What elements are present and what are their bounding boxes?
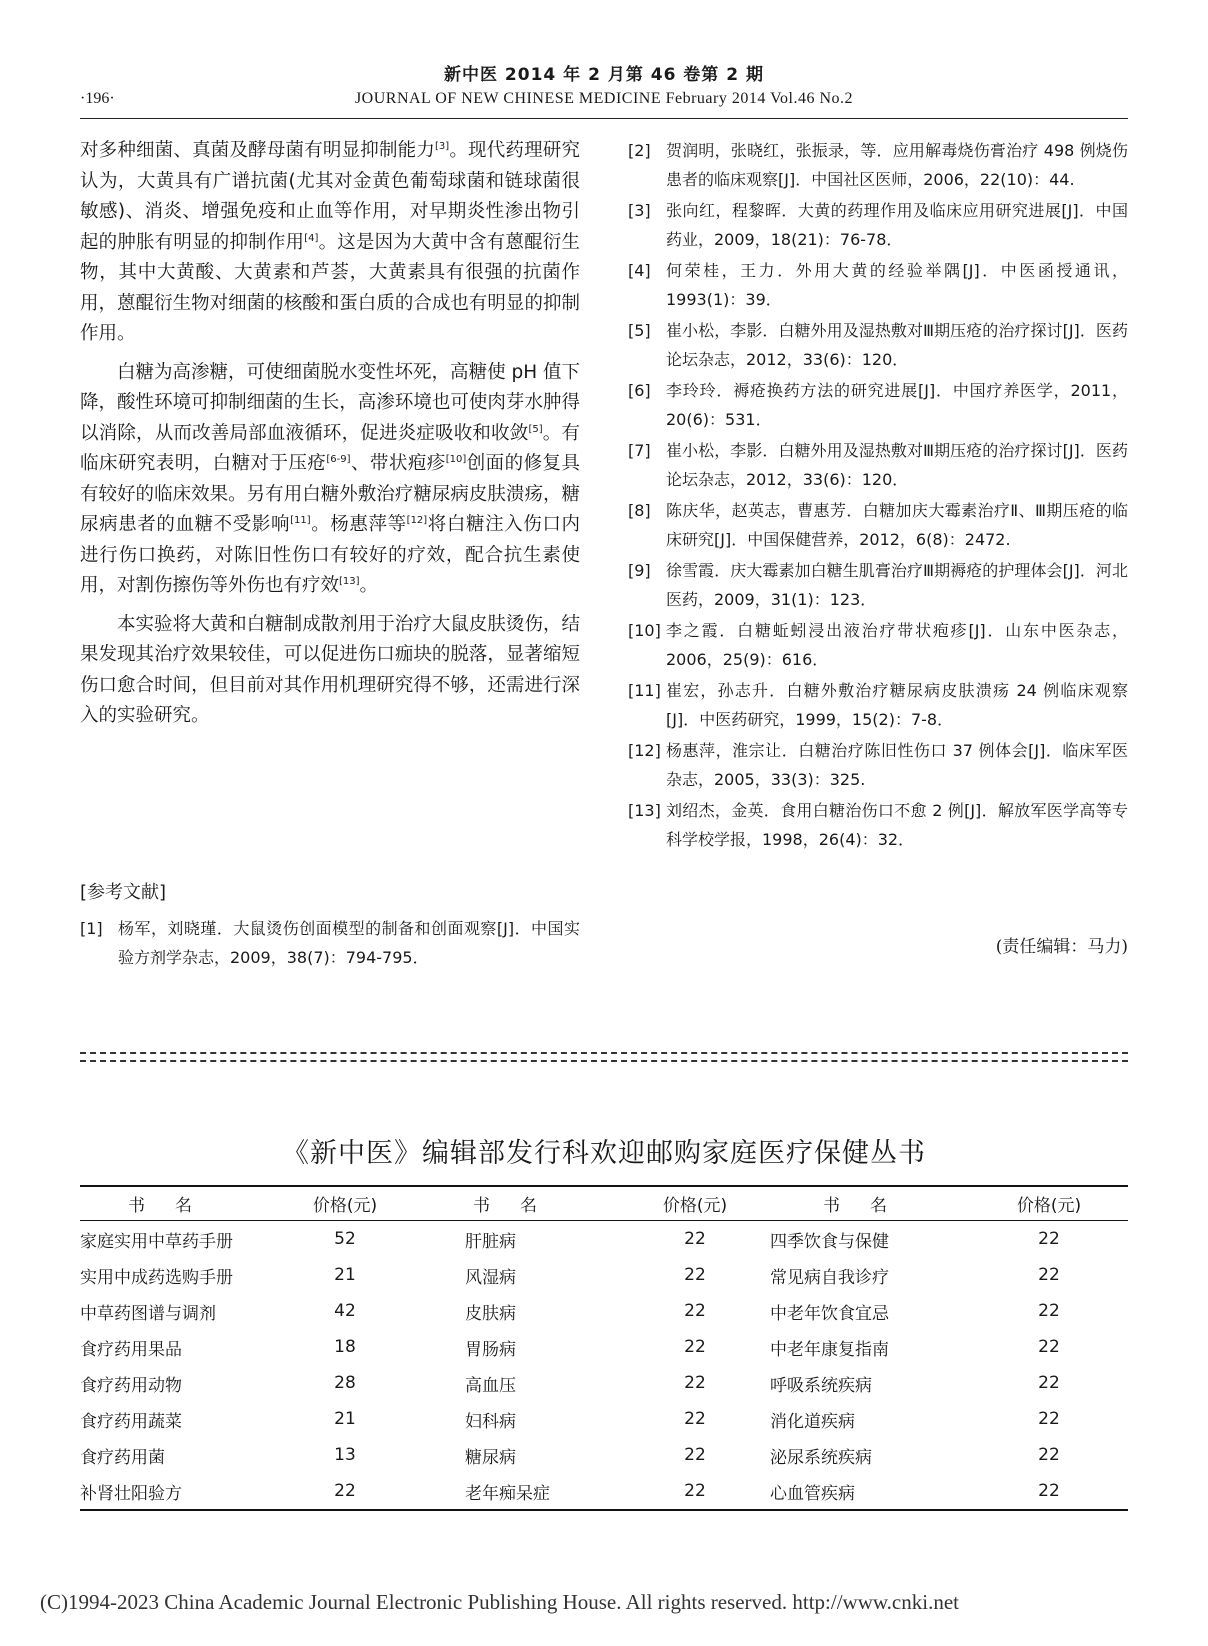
- reference-item: [9] 徐雪霞．庆大霉素加白糖生肌膏治疗Ⅲ期褥疮的护理体会[J]．河北医药，2009，31(1)：123．: [628, 561, 1128, 609]
- reference-item: [7] 崔小松，李影．白糖外用及湿热敷对Ⅲ期压疮的治疗探讨[J]．医药论坛杂志，2012，33(6)：120．: [628, 441, 1128, 489]
- book-price: 22: [684, 1481, 706, 1501]
- book-price: 21: [334, 1265, 356, 1285]
- book-name: 食疗药用蔬菜: [80, 1411, 182, 1432]
- book-name: 食疗药用菌: [80, 1447, 165, 1468]
- reference-item: [3] 张向红，程黎晖．大黄的药理作用及临床应用研究进展[J]．中国药业，2009，18(21)：76-78．: [628, 201, 1128, 249]
- reference-item: [13] 刘绍杰，金英．食用白糖治伤口不愈 2 例[J]．解放军医学高等专科学校学报，1998，26(4)：32．: [628, 801, 1128, 849]
- journal-title: JOURNAL OF NEW CHINESE MEDICINE February 2014 Vol.46 No.2: [354, 90, 854, 107]
- book-name: 补肾壮阳验方: [80, 1483, 182, 1504]
- book-name: 中老年饮食宜忌: [770, 1303, 889, 1324]
- book-price: 22: [684, 1229, 706, 1249]
- book-name: 食疗药用果品: [80, 1339, 182, 1360]
- section-divider: [80, 1052, 1128, 1062]
- reference-item: [4] 何荣桂，王力．外用大黄的经验举隅[J]．中医函授通讯，1993(1)：39．: [628, 261, 1128, 309]
- book-name: 呼吸系统疾病: [770, 1375, 872, 1396]
- copyright-footer: (C)1994-2023 China Academic Journal Electronic Publishing House. All rights reserved. http://www.cnki.net: [40, 1590, 959, 1614]
- reference-item: [6] 李玲玲．褥疮换药方法的研究进展[J]．中国疗养医学，2011，20(6)：531．: [628, 381, 1128, 429]
- header-book-name: 书名: [823, 1196, 917, 1216]
- book-price: 22: [1038, 1301, 1060, 1321]
- paragraph-3: 本实验将大黄和白糖制成散剂用于治疗大鼠皮肤烫伤，结果发现其治疗效果较佳，可以促进伤口痂块的脱落，显著缩短伤口愈合时间，但目前对其作用机理研究得不够，还需进行深入的实验研究。: [80, 613, 580, 726]
- book-name: 家庭实用中草药手册: [80, 1231, 233, 1252]
- book-name: 妇科病: [465, 1411, 516, 1432]
- book-name: 泌尿系统疾病: [770, 1447, 872, 1468]
- book-price: 22: [684, 1337, 706, 1357]
- journal-header-chinese: 新中医 2014 年 2 月第 46 卷第 2 期: [444, 65, 764, 85]
- book-price: 22: [684, 1409, 706, 1429]
- table-header-row: [80, 1186, 1128, 1221]
- book-name: 老年痴呆症: [465, 1483, 550, 1504]
- reference-item: [10] 李之霞．白糖蚯蚓浸出液治疗带状疱疹[J]．山东中医杂志，2006，25(9)：616．: [628, 621, 1128, 669]
- book-price: 22: [1038, 1373, 1060, 1393]
- book-price-table: [80, 1185, 1128, 1511]
- book-name: 皮肤病: [465, 1303, 516, 1324]
- table-row: [80, 1221, 1128, 1258]
- reference-item: [2] 贺润明，张晓红，张振录，等．应用解毒烧伤膏治疗 498 例烧伤患者的临床观察[J]．中国社区医师，2006，22(10)：44.: [628, 141, 1128, 189]
- table-row: [80, 1401, 1128, 1437]
- header-book-name: 书名: [473, 1196, 567, 1216]
- book-price: 52: [334, 1229, 356, 1249]
- reference-item: [11] 崔宏，孙志升．白糖外敷治疗糖尿病皮肤溃疡 24 例临床观察[J]．中医药研究，1999，15(2)：7-8．: [628, 681, 1128, 729]
- book-name: 肝脏病: [465, 1231, 516, 1252]
- book-name: 消化道疾病: [770, 1411, 855, 1432]
- reference-item: [1] 杨军，刘晓瑾．大鼠烫伤创面模型的制备和创面观察[J]．中国实验方剂学杂志，2009，38(7)：794-795．: [80, 919, 580, 967]
- header-rule: [80, 118, 1128, 119]
- book-price: 22: [1038, 1445, 1060, 1465]
- book-price: 42: [334, 1301, 356, 1321]
- book-name: 中老年康复指南: [770, 1339, 889, 1360]
- book-price: 22: [1038, 1337, 1060, 1357]
- book-name: 高血压: [465, 1375, 516, 1396]
- book-price: 22: [1038, 1229, 1060, 1249]
- book-name: 四季饮食与保健: [770, 1231, 889, 1252]
- table-row: [80, 1473, 1128, 1510]
- book-name: 常见病自我诊疗: [770, 1267, 889, 1288]
- paragraph-2: 白糖为高渗糖，可使细菌脱水变性坏死，高糖使 pH 值下降，酸性环境可抑制细菌的生长，高渗环境也可使肉芽水肿得以消除，从而改善局部血液循环，促进炎症吸收和收敛[5]。有临床研究表明，白糖对于压疮[6-9]、带状疱疹[10]创面的修复具有较好的临床效果。另有用白糖外敷治疗糖尿病皮肤溃疡，糖尿病患者的血糖不受影响[11]。杨惠萍等[12]将白糖注入伤口内进行伤口换药，对陈旧性伤口有较好的疗效，配合抗生素使用，对割伤擦伤等外伤也有疗效[13]。: [80, 361, 580, 596]
- book-price: 22: [334, 1481, 356, 1501]
- reference-item: [8] 陈庆华，赵英志，曹惠芳．白糖加庆大霉素治疗Ⅱ、Ⅲ期压疮的临床研究[J]．中国保健营养，2012，6(8)：2472.: [628, 501, 1128, 549]
- book-name: 食疗药用动物: [80, 1375, 182, 1396]
- book-price: 22: [684, 1301, 706, 1321]
- book-price: 22: [1038, 1481, 1060, 1501]
- book-price: 22: [1038, 1409, 1060, 1429]
- table-row: [80, 1329, 1128, 1365]
- table-row: [80, 1257, 1128, 1293]
- reference-item: [12] 杨惠萍，淮宗让．白糖治疗陈旧性伤口 37 例体会[J]．临床军医杂志，2005，33(3)：325.: [628, 741, 1128, 789]
- reference-item: [5] 崔小松，李影．白糖外用及湿热敷对Ⅲ期压疮的治疗探讨[J]．医药论坛杂志，2012，33(6)：120．: [628, 321, 1128, 369]
- responsible-editor: (责任编辑：马力): [995, 937, 1128, 957]
- book-price: 22: [1038, 1265, 1060, 1285]
- references-heading: [参考文献]: [80, 882, 167, 903]
- book-price: 22: [684, 1445, 706, 1465]
- header-book-name: 书名: [128, 1196, 222, 1216]
- body-text-column: [80, 136, 580, 732]
- table-row: [80, 1365, 1128, 1401]
- book-name: 糖尿病: [465, 1447, 516, 1468]
- book-price: 22: [684, 1265, 706, 1285]
- ad-title: 《新中医》编辑部发行科欢迎邮购家庭医疗保健丛书: [282, 1138, 926, 1169]
- header-price: 价格(元): [662, 1196, 728, 1216]
- book-price: 28: [334, 1373, 356, 1393]
- book-price: 13: [334, 1445, 356, 1465]
- table-row: [80, 1437, 1128, 1473]
- paragraph-1: 对多种细菌、真菌及酵母菌有明显抑制能力[3]。现代药理研究认为，大黄具有广谱抗菌(尤其对金黄色葡萄球菌和链球菌很敏感)、消炎、增强免疫和止血等作用，对早期炎性渗出物引起的肿胀有明显的抑制作用[4]。这是因为大黄中含有蒽醌衍生物，其中大黄酸、大黄素和芦荟，大黄素具有很强的抗菌作用，蒽醌衍生物对细菌的核酸和蛋白质的合成也有明显的抑制作用。: [80, 140, 580, 344]
- header-price: 价格(元): [312, 1196, 378, 1216]
- book-name: 胃肠病: [465, 1339, 516, 1360]
- book-price: 22: [684, 1373, 706, 1393]
- references-left: [80, 914, 580, 972]
- book-name: 中草药图谱与调剂: [80, 1303, 216, 1324]
- page-number: ·196·: [80, 90, 115, 107]
- book-price: 18: [334, 1337, 356, 1357]
- book-name: 心血管疾病: [770, 1483, 855, 1504]
- book-price: 21: [334, 1409, 356, 1429]
- book-name: 风湿病: [465, 1267, 516, 1288]
- table-row: [80, 1293, 1128, 1329]
- header-price: 价格(元): [1016, 1196, 1082, 1216]
- book-name: 实用中成药选购手册: [80, 1267, 233, 1288]
- references-right: [628, 136, 1128, 856]
